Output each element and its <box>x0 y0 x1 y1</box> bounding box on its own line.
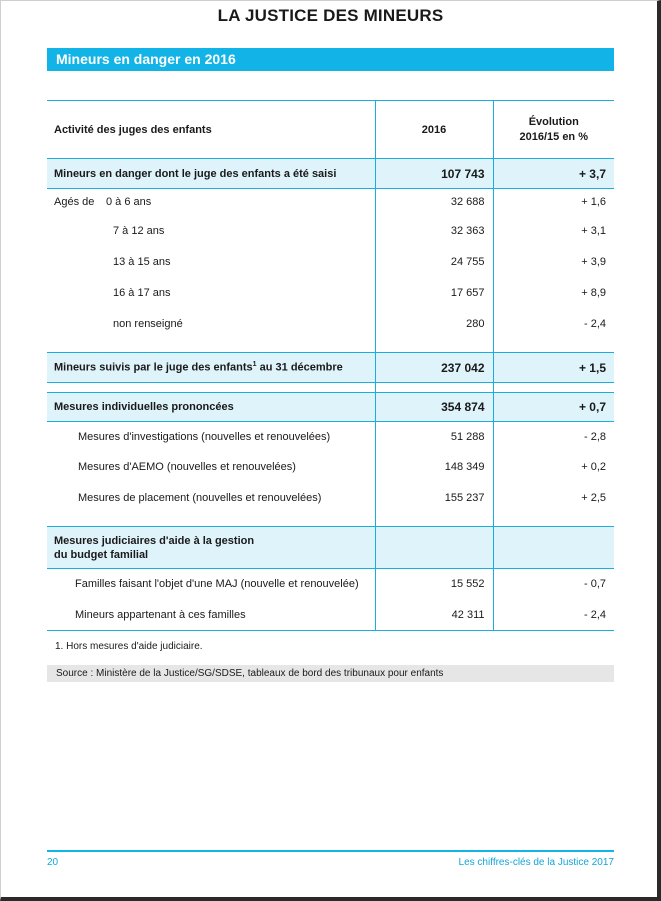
row-label: Mesures d'AEMO (nouvelles et renouvelées) <box>78 461 296 473</box>
row-label: Mineurs appartenant à ces familles <box>75 608 246 621</box>
table-row-age <box>47 189 614 216</box>
publication-title: Les chiffres-clés de la Justice 2017 <box>458 857 614 868</box>
row-evolution: + 3,9 <box>493 247 614 278</box>
footnote-ref: 1 <box>252 361 257 369</box>
row-label: Familles faisant l'objet d'une MAJ (nouvelle et renouvelée) <box>75 578 359 591</box>
row-evolution: - 2,4 <box>493 600 614 631</box>
table-row-age <box>47 216 614 247</box>
table-row-measure-item <box>47 452 614 483</box>
table-spacer <box>47 513 614 527</box>
statistics-table <box>47 100 614 631</box>
row-label: Mesures individuelles prononcées <box>47 393 375 422</box>
row-value: 354 874 <box>375 393 493 422</box>
row-value: 15 552 <box>375 569 493 600</box>
page-title: LA JUSTICE DES MINEURS <box>217 6 444 25</box>
row-value: 42 311 <box>375 600 493 631</box>
table-row-age <box>47 247 614 278</box>
row-evolution: + 8,9 <box>493 278 614 309</box>
row-value: 148 349 <box>375 452 493 483</box>
row-evolution: + 1,5 <box>493 353 614 383</box>
row-value: 32 688 <box>375 189 493 216</box>
table-header-row <box>47 101 614 159</box>
row-evolution: - 0,7 <box>493 569 614 600</box>
page-number: 20 <box>47 857 59 868</box>
source-note: Source : Ministère de la Justice/SG/SDSE, tableaux de bord des tribunaux pour enfants <box>47 665 614 682</box>
table-row-measure-item <box>47 422 614 452</box>
table-row-budget-item <box>47 569 614 600</box>
row-evolution: + 0,7 <box>493 393 614 422</box>
header-activity: Activité des juges des enfants <box>54 123 212 136</box>
age-label: non renseigné <box>113 317 183 330</box>
row-label: Mineurs suivis par le juge des enfants <box>54 361 253 374</box>
header-evolution-line1: Évolution <box>528 116 579 128</box>
row-evolution: + 0,2 <box>493 452 614 483</box>
age-prefix: Agés de <box>54 196 95 209</box>
row-evolution: + 3,7 <box>493 159 614 189</box>
row-value: 17 657 <box>375 278 493 309</box>
age-label: 7 à 12 ans <box>113 225 165 237</box>
table-spacer <box>47 383 614 393</box>
header-year: 2016 <box>375 101 493 159</box>
table-spacer <box>47 339 614 353</box>
row-evolution: - 2,4 <box>493 309 614 339</box>
table-row-minors-total <box>47 159 614 189</box>
row-label: Mesures judiciaires d'aide à la gestion <box>54 534 255 547</box>
row-evolution: + 1,6 <box>493 189 614 216</box>
footnote: 1. Hors mesures d'aide judiciaire. <box>55 641 203 652</box>
table-row-budget <box>47 527 614 569</box>
age-label: 16 à 17 ans <box>113 287 171 299</box>
row-label-suffix: au 31 décembre <box>256 361 343 374</box>
header-evolution <box>493 101 614 159</box>
row-evolution: - 2,8 <box>493 422 614 452</box>
table-row-age <box>47 278 614 309</box>
row-label: Mesures de placement (nouvelles et renouvelées) <box>78 491 322 504</box>
row-value: 51 288 <box>375 422 493 452</box>
header-evolution-line2: 2016/15 en % <box>519 131 588 143</box>
row-evolution: + 3,1 <box>493 216 614 247</box>
row-value: 32 363 <box>375 216 493 247</box>
table-row-age <box>47 309 614 339</box>
table-row-followed <box>47 353 614 383</box>
row-value: 24 755 <box>375 247 493 278</box>
table-row-measures <box>47 393 614 422</box>
row-label-line2: du budget familial <box>54 548 149 561</box>
row-value: 280 <box>375 309 493 339</box>
row-label: Mineurs en danger dont le juge des enfants a été saisi <box>47 159 375 189</box>
row-value: 155 237 <box>375 483 493 513</box>
row-label: Mesures d'investigations (nouvelles et renouvelées) <box>78 430 331 443</box>
footer-divider <box>47 850 614 852</box>
row-value: 107 743 <box>375 159 493 189</box>
age-label: 13 à 15 ans <box>113 256 171 268</box>
row-evolution: + 2,5 <box>493 483 614 513</box>
age-label: 0 à 6 ans <box>106 196 152 209</box>
row-value: 237 042 <box>375 353 493 383</box>
table-row-budget-item <box>47 600 614 631</box>
section-banner: Mineurs en danger en 2016 <box>47 48 614 71</box>
table-row-measure-item <box>47 483 614 513</box>
